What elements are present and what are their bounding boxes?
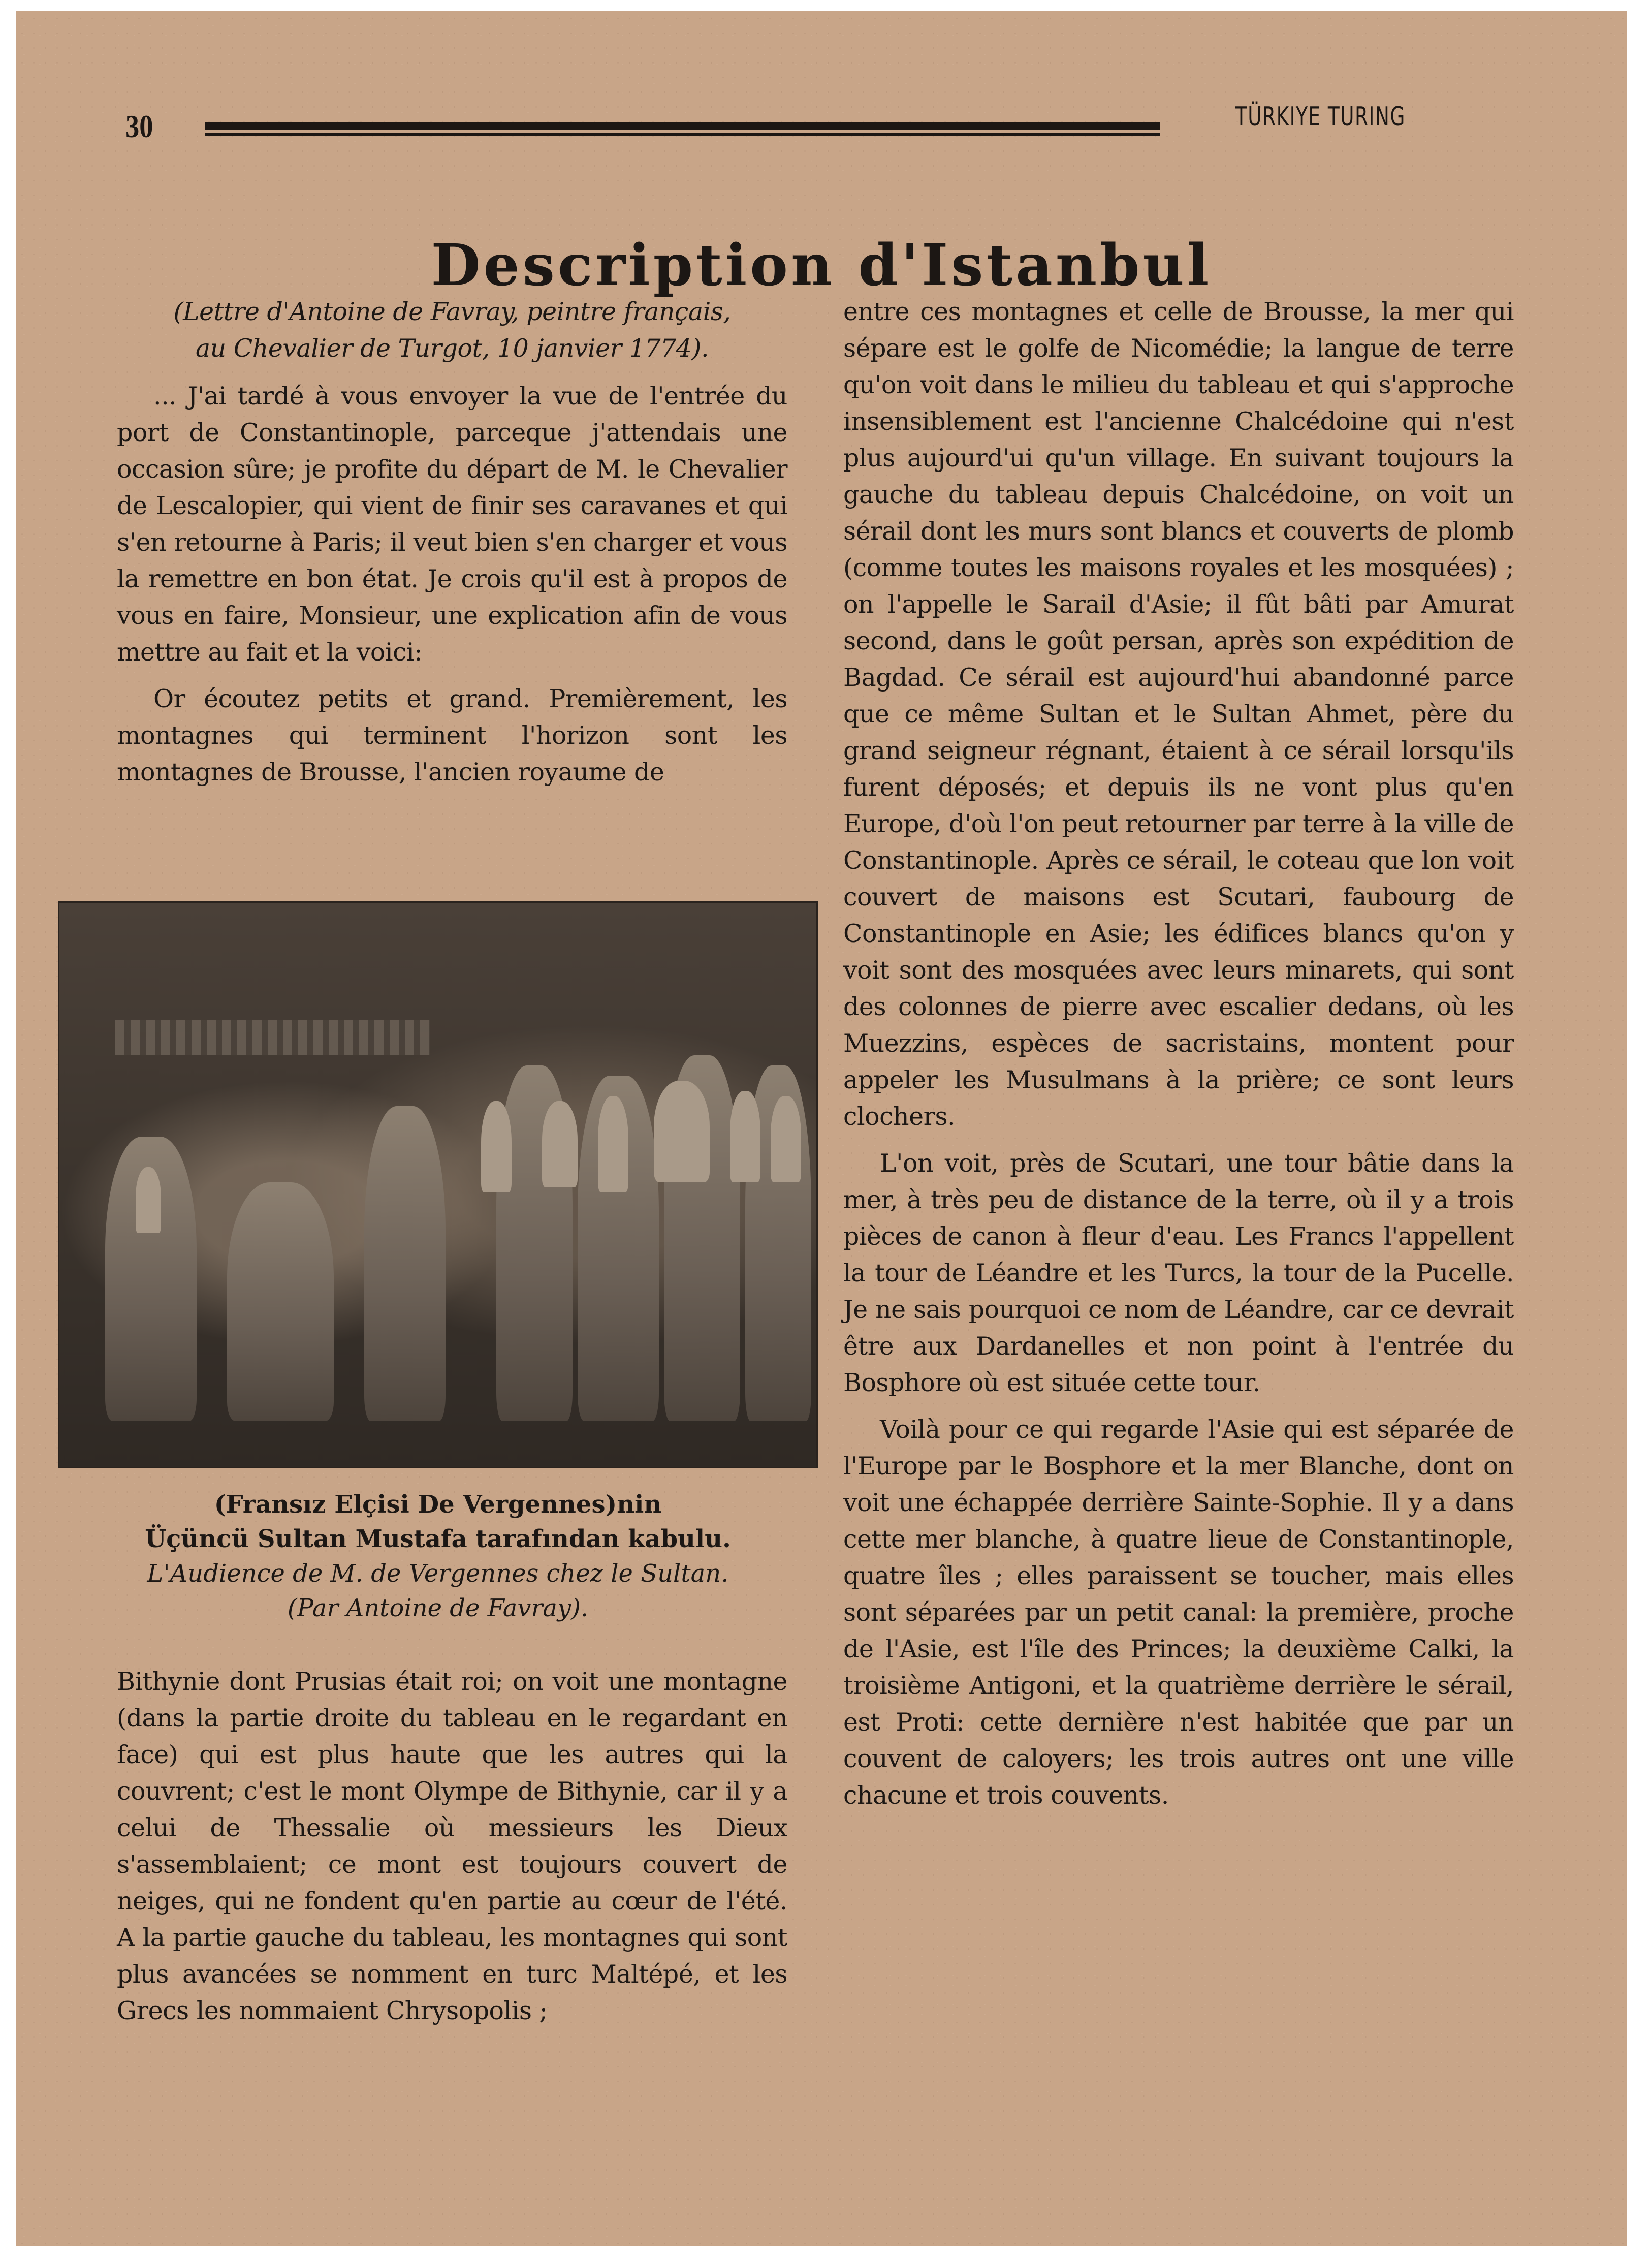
paragraph: ... J'ai tardé à vous envoyer la vue de l'entrée du port de Constantinople, parceque j'attendais une occasion sûre; je profite du départ de M. le Chevalier de Lescalopier, qui vient de finir ses caravanes et qui s'en retourne à Paris; il veut bien s'en charger et vous la remettre en bon état. Je crois qu'il est à propos de vous en faire, Monsieur, une explication afin de vous mettre au fait et la voici: (117, 382, 787, 667)
engraving-image (58, 901, 818, 1468)
caption-turkish-line-2: Üçüncü Sultan Mustafa tarafından kabulu. (145, 1525, 731, 1553)
figure-hat (542, 1101, 578, 1187)
right-column (843, 294, 1514, 1824)
paragraph: Voilà pour ce qui regarde l'Asie qui est séparée de l'Europe par le Bosphore et la mer Blanche, dont on voit une échappée derrière Sainte-Sophie. Il y a dans cette mer blanche, à quatre lieue de Constantinople, quatre îles ; elles paraissent se toucher, mais elles sont séparées par un petit canal: la première, proche de l'Asie, est l'île des Princes; la deuxième Calki, la troisième Antigoni, et la quatrième derrière le sérail, est Proti: cette dernière n'est habitée que par un couvent de caloyers; les trois autres ont une ville chacune et trois couvents. (843, 1415, 1514, 1810)
header-rule-thin (205, 133, 1160, 136)
figure-hat (598, 1096, 628, 1192)
paragraph: Or écoutez petits et grand. Premièrement, les montagnes qui terminent l'horizon sont les montagnes de Brousse, l'ancien royaume de (117, 684, 787, 787)
figure-hat (136, 1167, 161, 1233)
figure-ambassador (364, 1106, 446, 1421)
paragraph: Bithynie dont Prusias était roi; on voit une montagne (dans la partie droite du tableau en le regardant en face) qui est plus haute que les autres qui la couvrent; c'est le mont Olympe de Bithynie, car il y a celui de Thessalie où messieurs les Dieux s'assemblaient; ce mont est toujours couvert de neiges, qui ne fondent qu'en partie au cœur de l'été. A la partie gauche du tableau, les montagnes qui sont plus avancées se nomment en turc Maltépé, et les Grecs les nommaient Chrysopolis ; (117, 1667, 787, 2025)
intro-line-2: au Chevalier de Turgot, 10 janvier 1774). (195, 334, 709, 363)
header-rule-thick (205, 122, 1160, 130)
figure-hat (771, 1096, 801, 1182)
figure-hat (654, 1081, 710, 1182)
canopy-decoration (115, 1020, 430, 1055)
article-title: Description d'Istanbul (431, 232, 1212, 299)
intro-line-1: (Lettre d'Antoine de Favray, peintre français, (173, 297, 731, 326)
paragraph: entre ces montagnes et celle de Brousse, la mer qui sépare est le golfe de Nicomédie; la langue de terre qu'on voit dans le milieu du tableau et qui s'approche insensiblement est l'ancienne Chalcédoine qui n'est plus aujourd'ui qu'un village. En suivant toujours la gauche du tableau depuis Chalcédoine, on voit un sérail dont les murs sont blancs et couverts de plomb (comme toutes les maisons royales et les mosquées) ; on l'appelle le Sarail d'Asie; il fût bâti par Amurat second, dans le goût persan, après son expédition de Bagdad. Ce sérail est aujourd'hui abandonné parce que ce même Sultan et le Sultan Ahmet, père du grand seigneur régnant, étaient à ce sérail lorsqu'ils furent déposés; et depuis ils ne vont plus qu'en Europe, d'où l'on peut retourner par terre à la ville de Constantinople. Après ce sérail, le coteau que lon voit couvert de maisons est Scutari, faubourg de Constantinople en Asie; les édifices blancs qu'on y voit sont des mosquées avec leurs minarets, qui sont des colonnes de pierre avec escalier dedans, où les Muezzins, espèces de sacristains, montent pour appeler les Musulmans à la prière; ce sont leurs clochers. (843, 297, 1514, 1131)
caption-french-line-1: L'Audience de M. de Vergennes chez le Sultan. (147, 1559, 729, 1588)
figure-caption (77, 1487, 799, 1625)
figure-hat (481, 1101, 512, 1192)
figure-hat (730, 1091, 760, 1182)
paragraph: L'on voit, près de Scutari, une tour bâtie dans la mer, à très peu de distance de la terre, où il y a trois pièces de canon à fleur d'eau. Les Francs l'appellent la tour de Léandre et les Turcs, la tour de la Pucelle. Je ne sais pourquoi ce nom de Léandre, car ce devrait être aux Dardanelles et non point à l'entrée du Bosphore où est située cette tour. (843, 1149, 1514, 1397)
page-number: 30 (125, 108, 153, 144)
figure-sultan (227, 1182, 334, 1421)
left-column-continued (117, 1663, 787, 2039)
magazine-name: TÜRKIYE TURING (1235, 102, 1406, 132)
article-intro (117, 294, 787, 367)
caption-turkish-line-1: (Fransız Elçisi De Vergennes)nin (214, 1490, 662, 1519)
left-column (117, 294, 787, 801)
caption-french-line-2: (Par Antoine de Favray). (287, 1594, 589, 1622)
scanned-page (16, 11, 1627, 2246)
